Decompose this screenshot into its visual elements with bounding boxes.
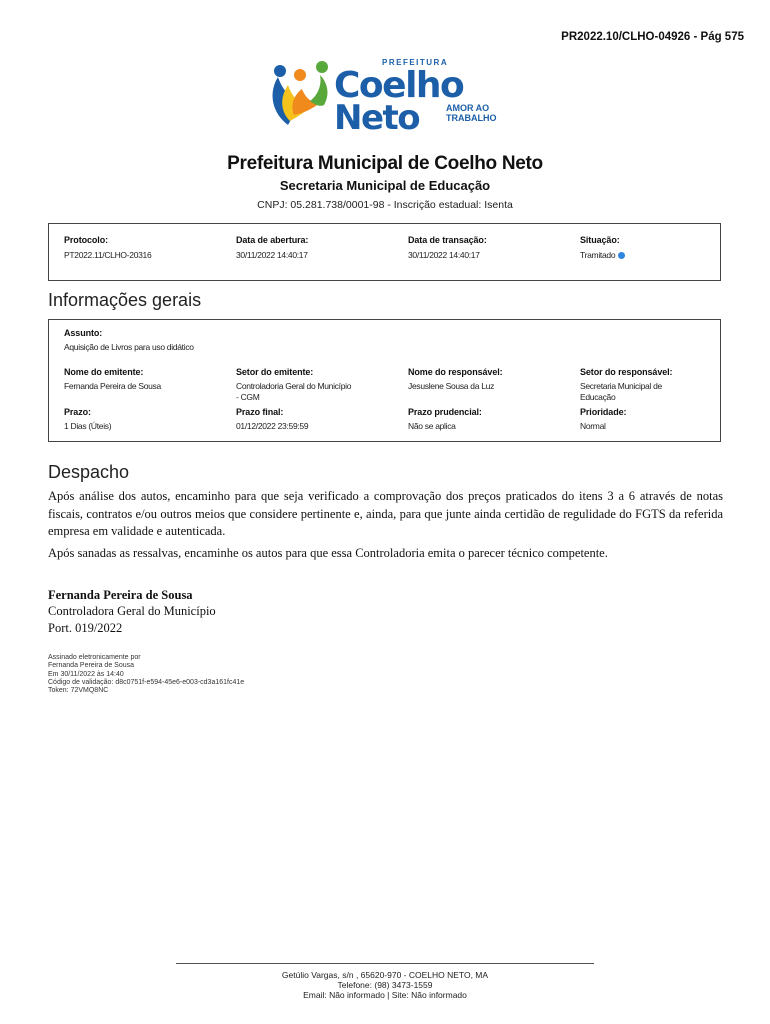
page-reference: PR2022.10/CLHO-04926 - Pág 575 [561, 31, 744, 43]
logo-top-text: PREFEITURA [382, 58, 449, 67]
footer-divider [176, 963, 594, 964]
e-sig-line5: Token: 72VMQ8NC [48, 687, 109, 695]
setor-emitente-value [236, 381, 351, 403]
info-box [48, 319, 721, 442]
situacao-value: Tramitado [580, 250, 616, 260]
setor-emitente-label: Setor do emitente: [236, 367, 314, 377]
emitente-label: Nome do emitente: [64, 367, 144, 377]
setor-emitente-line2: - CGM [236, 392, 260, 402]
e-sig-line3: Em 30/11/2022 às 14:40 [48, 670, 124, 678]
logo-main-line2: Neto [334, 98, 420, 133]
footer-contact: Email: Não informado | Site: Não informado [303, 990, 467, 1000]
city-logo [266, 55, 504, 133]
prazo-label: Prazo: [64, 407, 91, 417]
footer-address: Getúlio Vargas, s/n , 65620-970 - COELHO NETO, MA [281, 970, 489, 980]
prazo-prudencial-label: Prazo prudencial: [408, 407, 482, 417]
org-title: Prefeitura Municipal de Coelho Neto [227, 153, 543, 174]
transacao-label: Data de transação: [408, 235, 487, 245]
setor-responsavel-line1: Secretaria Municipal de [580, 381, 662, 391]
setor-responsavel-value [580, 381, 662, 403]
prazo-final-value: 01/12/2022 23:59:59 [236, 421, 309, 431]
despacho-paragraph-2: Após sanadas as ressalvas, encaminhe os autos para que essa Controladoria emita o parecer técnico competente. [48, 546, 608, 560]
status-dot-icon [618, 252, 625, 259]
responsavel-label: Nome do responsável: [408, 367, 503, 377]
abertura-label: Data de abertura: [236, 235, 309, 245]
prazo-prudencial-value: Não se aplica [408, 421, 456, 431]
e-sig-line2: Fernanda Pereira de Sousa [48, 662, 134, 670]
e-sig-line1: Assinado eletronicamente por [48, 654, 141, 661]
prazo-final-label: Prazo final: [236, 407, 284, 417]
assunto-label: Assunto: [64, 328, 103, 338]
protocol-box [48, 223, 721, 281]
situacao-field [580, 250, 625, 261]
logo-main-line1: Coelho [334, 65, 464, 106]
prioridade-value: Normal [580, 421, 606, 431]
signatory-name: Fernanda Pereira de Sousa [48, 588, 193, 602]
protocolo-label: Protocolo: [64, 235, 108, 245]
cnpj-line: CNPJ: 05.281.738/0001-98 - Inscrição estadual: Isenta [257, 199, 513, 211]
despacho-paragraph-1: Após análise dos autos, encaminho para que seja verificado a comprovação dos preços praticados do itens 3 a 6 através de notas fiscais, contratos e/ou outros meios que considere pertinente e, ainda, para que junte ainda certidão de regulidade do FGTS da referida empresa em validade e autenticada. [48, 489, 723, 538]
setor-responsavel-label: Setor do responsável: [580, 367, 673, 377]
signatory-port: Port. 019/2022 [48, 621, 123, 635]
transacao-value: 30/11/2022 14:40:17 [408, 250, 480, 260]
logo-people-icon [273, 61, 328, 125]
despacho-section-title: Despacho [48, 462, 130, 482]
emitente-value: Fernanda Pereira de Sousa [64, 381, 161, 391]
setor-emitente-line1: Controladoria Geral do Município [236, 381, 352, 391]
dept-title: Secretaria Municipal de Educação [279, 178, 491, 193]
info-section-title: Informações gerais [48, 290, 202, 310]
logo-slogan-line2: TRABALHO [446, 113, 497, 123]
setor-responsavel-line2: Educação [580, 392, 616, 402]
abertura-value: 30/11/2022 14:40:17 [236, 250, 308, 260]
assunto-value: Aquisição de Livros para uso didático [64, 342, 194, 352]
prioridade-label: Prioridade: [580, 407, 627, 417]
situacao-label: Situação: [580, 235, 620, 245]
prazo-value: 1 Dias (Úteis) [64, 421, 112, 431]
footer-phone: Telefone: (98) 3473-1559 [337, 980, 433, 990]
logo-slogan-line1: AMOR AO [446, 103, 490, 113]
responsavel-value: Jesuslene Sousa da Luz [408, 381, 495, 391]
signatory-role: Controladora Geral do Município [48, 604, 216, 618]
e-sig-line4: Código de validação: d8c0751f-e594-45e6-e003-cd3a161fc41e [48, 678, 245, 686]
electronic-signature-block [48, 654, 244, 695]
protocolo-value: PT2022.11/CLHO-20316 [64, 250, 152, 260]
